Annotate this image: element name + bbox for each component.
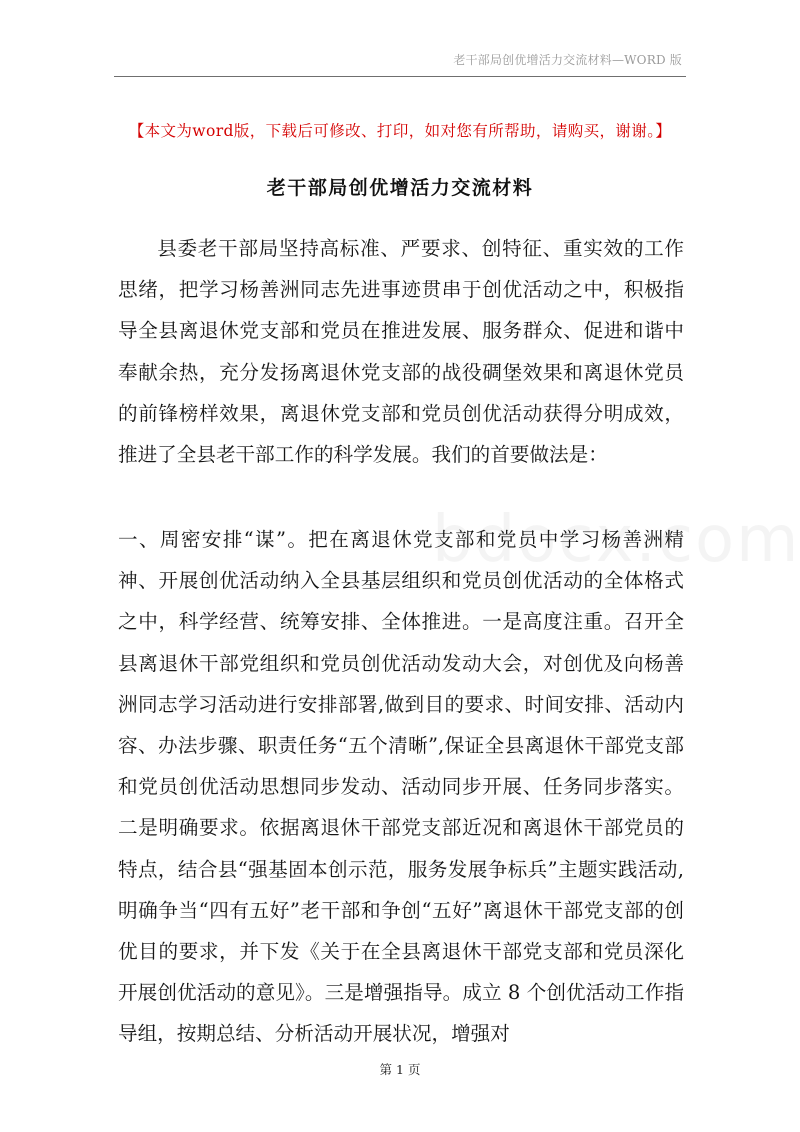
header-divider (114, 76, 686, 77)
running-header: 老干部局创优增活力交流材料—WORD 版 (453, 53, 682, 67)
purchase-notice: 【本文为word版，下载后可修改、打印，如对您有所帮助，请购买，谢谢。】 (128, 122, 672, 140)
document-title: 老干部局创优增活力交流材料 (266, 177, 534, 199)
page-number: 第 1 页 (379, 1062, 421, 1077)
body-paragraph-section-1: 一、周密安排“谋”。把在离退休党支部和党员中学习杨善洲精神、开展创优活动纳入全县基层组织和党员创优活动的全体格式之中，科学经营、统筹安排、全体推进。一是高度注重。召开全县离退休干部党组织和党员创优活动发动大会，对创优及向杨善洲同志学习活动进行安排部署,做到目的要求、时间安排、活动内容、办法步骤、职责任务“五个清晰”,保证全县离退休干部党支部和党员创优活动思想同步发动、活动同步开展、任务同步落实。二是明确要求。依据离退休干部党支部近况和离退休干部党员的特点，结合县“强基固本创示范，服务发展争标兵”主题实践活动,明确争当“四有五好”老干部和争创“五好”离退休干部党支部的创优目的要求，并下发《关于在全县离退休干部党支部和党员深化开展创优活动的意见》。三是增强指导。成立 8 个创优活动工作指导组，按期总结、分析活动开展状况，增强对 (118, 528, 684, 1046)
body-paragraph-intro: 县委老干部局坚持高标准、严要求、创特征、重实效的工作思绪，把学习杨善洲同志先进事迹贯串于创优活动之中，积极指导全县离退休党支部和党员在推进发展、服务群众、促进和谐中奉献余热，充分发扬离退休党支部的战役碉堡效果和离退休党员的前锋榜样效果，离退休党支部和党员创优活动获得分明成效，推进了全县老干部工作的科学发展。我们的首要做法是： (118, 237, 684, 467)
